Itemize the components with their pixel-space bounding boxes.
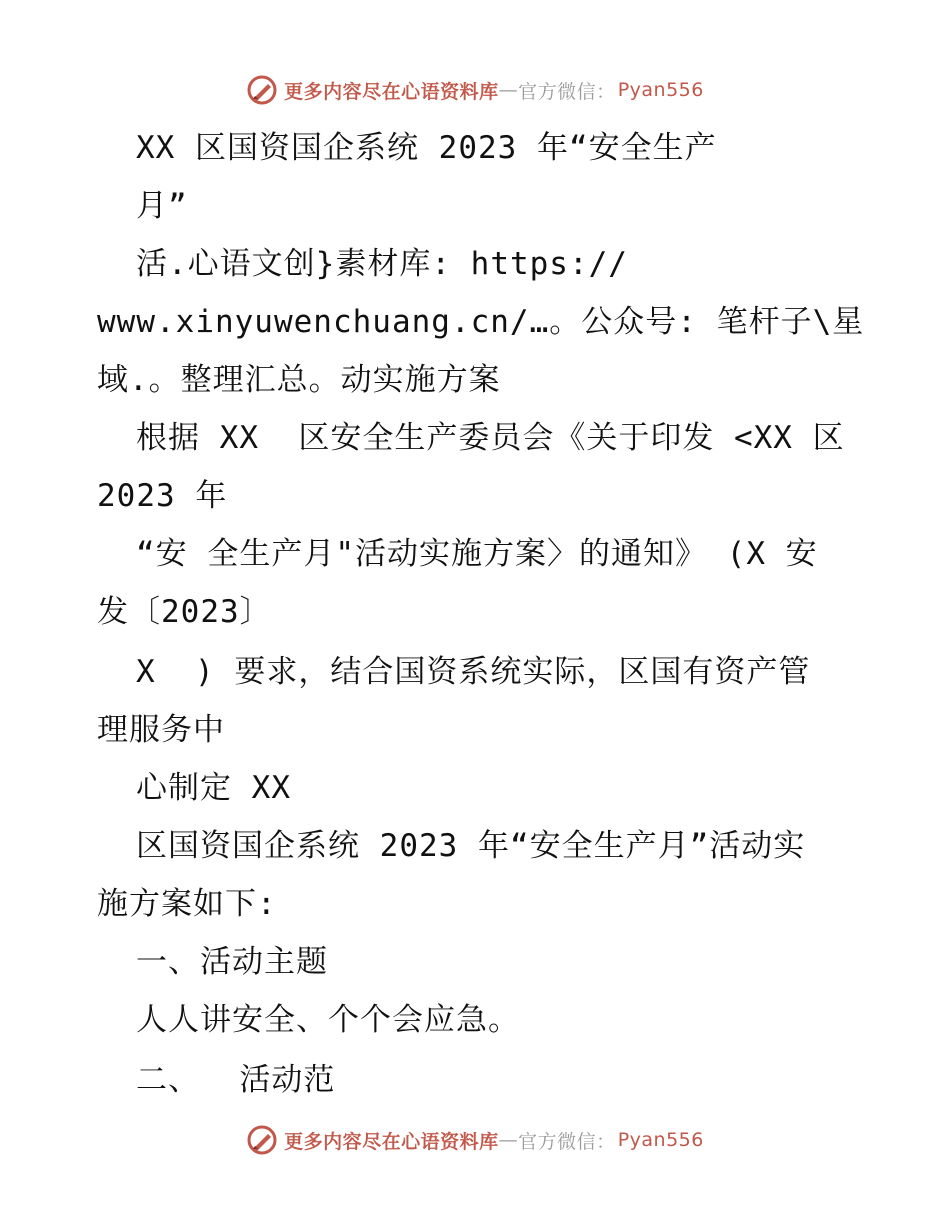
doc-line: www.xinyuwenchuang.cn/…。公众号: 笔杆子\星 — [97, 304, 865, 340]
pen-logo-icon — [246, 1124, 278, 1156]
doc-line: 发〔2023〕 — [97, 594, 272, 630]
banner-dash: — — [498, 79, 519, 101]
doc-line: 施方案如下: — [97, 886, 277, 922]
doc-line: 根据 XX 区安全生产委员会《关于印发 <XX 区 — [136, 420, 845, 456]
doc-line: 人人讲安全、个个会应急。 — [136, 1002, 520, 1038]
doc-line: 活.心语文创}素材库: https:// — [136, 246, 628, 282]
banner-wechat-id: Pyan556 — [617, 1129, 704, 1151]
doc-line: 一、活动主题 — [136, 944, 328, 980]
doc-line: 域.。整理汇总。动实施方案 — [97, 362, 501, 398]
doc-line: 2023 年 — [97, 478, 228, 514]
doc-line: 月” — [136, 188, 188, 224]
pen-logo-icon — [246, 74, 278, 106]
banner-wechat-label: 官方微信： — [518, 80, 616, 103]
banner-wechat-label: 官方微信： — [518, 1130, 616, 1153]
banner-brand: 更多内容尽在心语资料库 — [284, 1130, 499, 1153]
doc-line: XX 区国资国企系统 2023 年“安全生产 — [136, 130, 717, 166]
doc-line: 二、 活动范 — [136, 1062, 336, 1098]
doc-line: X ) 要求，结合国资系统实际，区国有资产管 — [136, 654, 811, 690]
banner-dash: — — [498, 1129, 519, 1151]
banner-wechat-id: Pyan556 — [617, 79, 704, 101]
doc-line: 理服务中 — [97, 712, 225, 748]
header-banner — [0, 70, 950, 110]
doc-line: 区国资国企系统 2023 年“安全生产月”活动实 — [136, 828, 806, 864]
doc-line: 心制定 XX — [136, 770, 291, 806]
footer-banner — [0, 1120, 950, 1160]
doc-line: “安 全生产月"活动实施方案〉的通知》 (X 安 — [136, 536, 818, 572]
banner-brand: 更多内容尽在心语资料库 — [284, 80, 499, 103]
